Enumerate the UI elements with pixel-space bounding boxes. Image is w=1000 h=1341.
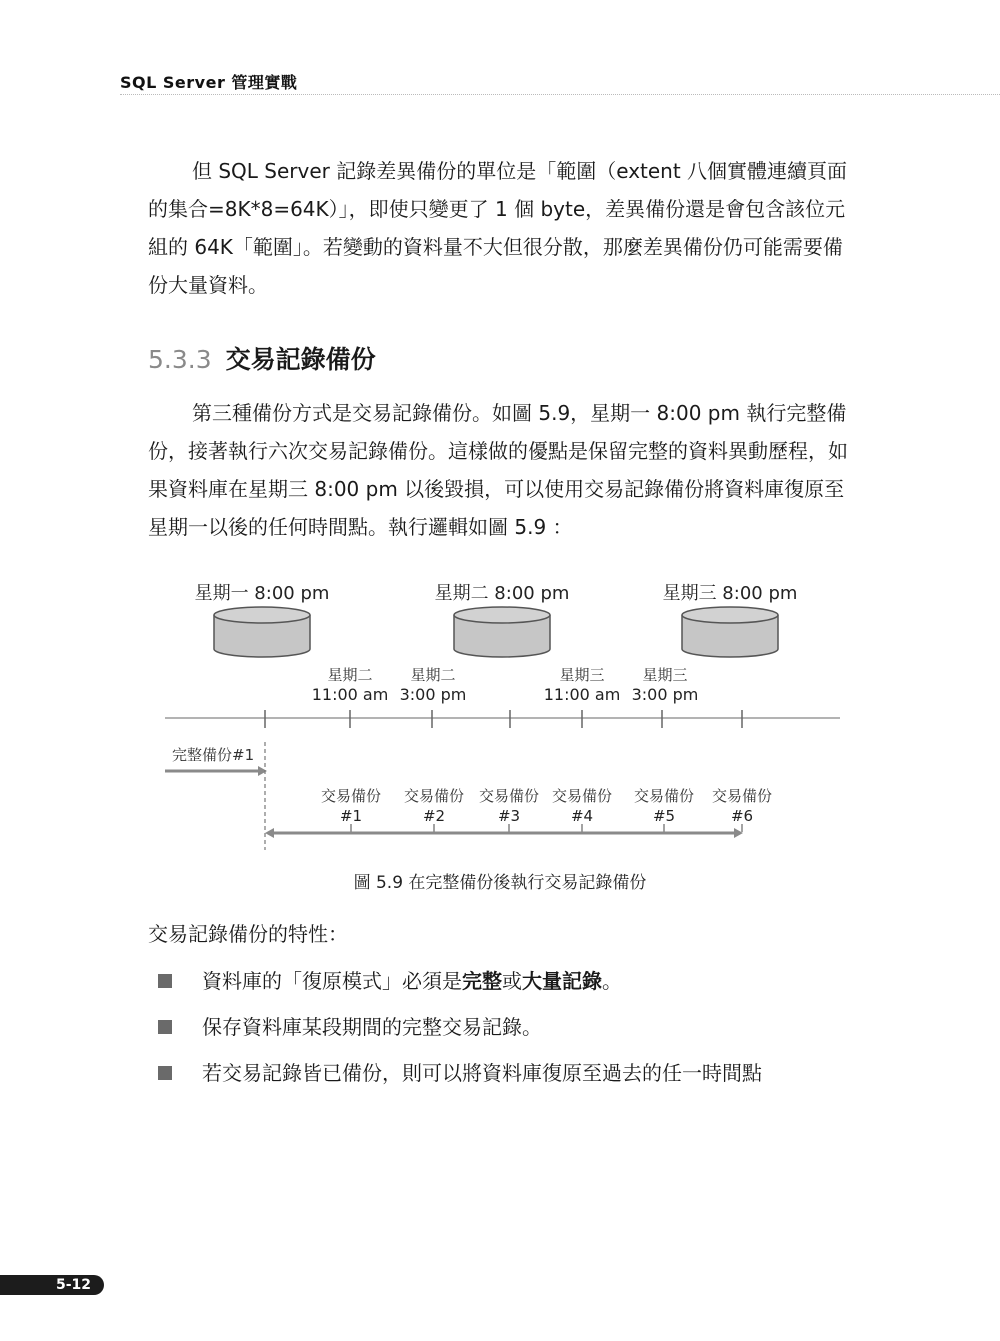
log-backup-label: 交易備份: [320, 787, 382, 805]
time-day-label: 星期二: [327, 666, 373, 684]
log-backup-label: 交易備份: [551, 787, 613, 805]
log-backup-label: 交易備份: [711, 787, 773, 805]
full-backup-label: 星期二 8:00 pm: [434, 583, 570, 604]
section-title: 交易記錄備份: [225, 345, 376, 374]
full-backup-label: 星期一 8:00 pm: [194, 583, 330, 604]
log-backup-number: #3: [497, 807, 521, 825]
square-bullet-icon: [158, 1066, 172, 1080]
section-heading: [148, 340, 376, 376]
features-title: 交易記錄備份的特性：: [148, 922, 348, 946]
time-day-label: 星期二: [410, 666, 456, 684]
page-number: 5-12: [56, 1277, 92, 1293]
full-backup-label: 星期三 8:00 pm: [662, 583, 798, 604]
list-item: [148, 1058, 762, 1104]
time-clock-label: 3:00 pm: [399, 685, 467, 704]
section-number: 5.3.3: [148, 345, 212, 374]
database-cylinder-top: [214, 607, 310, 623]
figure-backup-timeline: [150, 570, 850, 860]
arrow-head-icon: [258, 766, 267, 776]
time-day-label: 星期三: [559, 666, 605, 684]
feature-list: [148, 966, 762, 1104]
list-item: [148, 1012, 762, 1058]
time-clock-label: 11:00 am: [543, 685, 621, 704]
paragraph-log-backup: [148, 394, 860, 546]
log-backup-number: #1: [339, 807, 363, 825]
header-divider: [120, 94, 1000, 95]
arrow-head-icon: [265, 828, 274, 838]
paragraph-log-backup-text: 第三種備份方式是交易記錄備份。如圖 5.9，星期一 8:00 pm 執行完整備份，接著執行六次交易記錄備份。這樣做的優點是保留完整的資料異動歷程，如果資料庫在星期三 8:00 pm 以後毀損，可以使用交易記錄備份將資料庫復原至星期一以後的任何時間點。執行邏輯如圖 5.9 ：: [148, 401, 848, 539]
log-backup-number: #6: [730, 807, 754, 825]
time-day-label: 星期三: [642, 666, 688, 684]
running-header: SQL Server 管理實戰: [120, 73, 298, 92]
square-bullet-icon: [158, 1020, 172, 1034]
database-cylinder-top: [682, 607, 778, 623]
log-backup-number: #4: [570, 807, 594, 825]
figure-caption: 圖 5.9 在完整備份後執行交易記錄備份: [353, 873, 647, 893]
log-backup-label: 交易備份: [633, 787, 695, 805]
list-item-text: 保存資料庫某段期間的完整交易記錄。: [202, 1015, 542, 1039]
log-backup-label: 交易備份: [478, 787, 540, 805]
paragraph-differential: [148, 152, 860, 304]
database-cylinder-top: [454, 607, 550, 623]
time-clock-label: 3:00 pm: [631, 685, 699, 704]
log-backup-number: #2: [422, 807, 446, 825]
list-item-text: 資料庫的「復原模式」必須是完整或大量記錄。: [202, 969, 622, 993]
time-clock-label: 11:00 am: [311, 685, 389, 704]
log-backup-number: #5: [652, 807, 676, 825]
full-backup-1-label: 完整備份#1: [172, 746, 255, 764]
log-backup-label: 交易備份: [403, 787, 465, 805]
square-bullet-icon: [158, 974, 172, 988]
timeline-diagram: [150, 570, 850, 860]
list-item: [148, 966, 762, 1012]
paragraph-differential-text: 但 SQL Server 記錄差異備份的單位是「範圍（extent 八個實體連續頁面的集合=8K*8=64K）」，即使只變更了 1 個 byte，差異備份還是會包含該位元組的 64K「範圍」。若變動的資料量不大但很分散，那麼差異備份仍可能需要備份大量資料。: [148, 159, 848, 297]
list-item-text: 若交易記錄皆已備份，則可以將資料庫復原至過去的任一時間點: [202, 1061, 762, 1085]
